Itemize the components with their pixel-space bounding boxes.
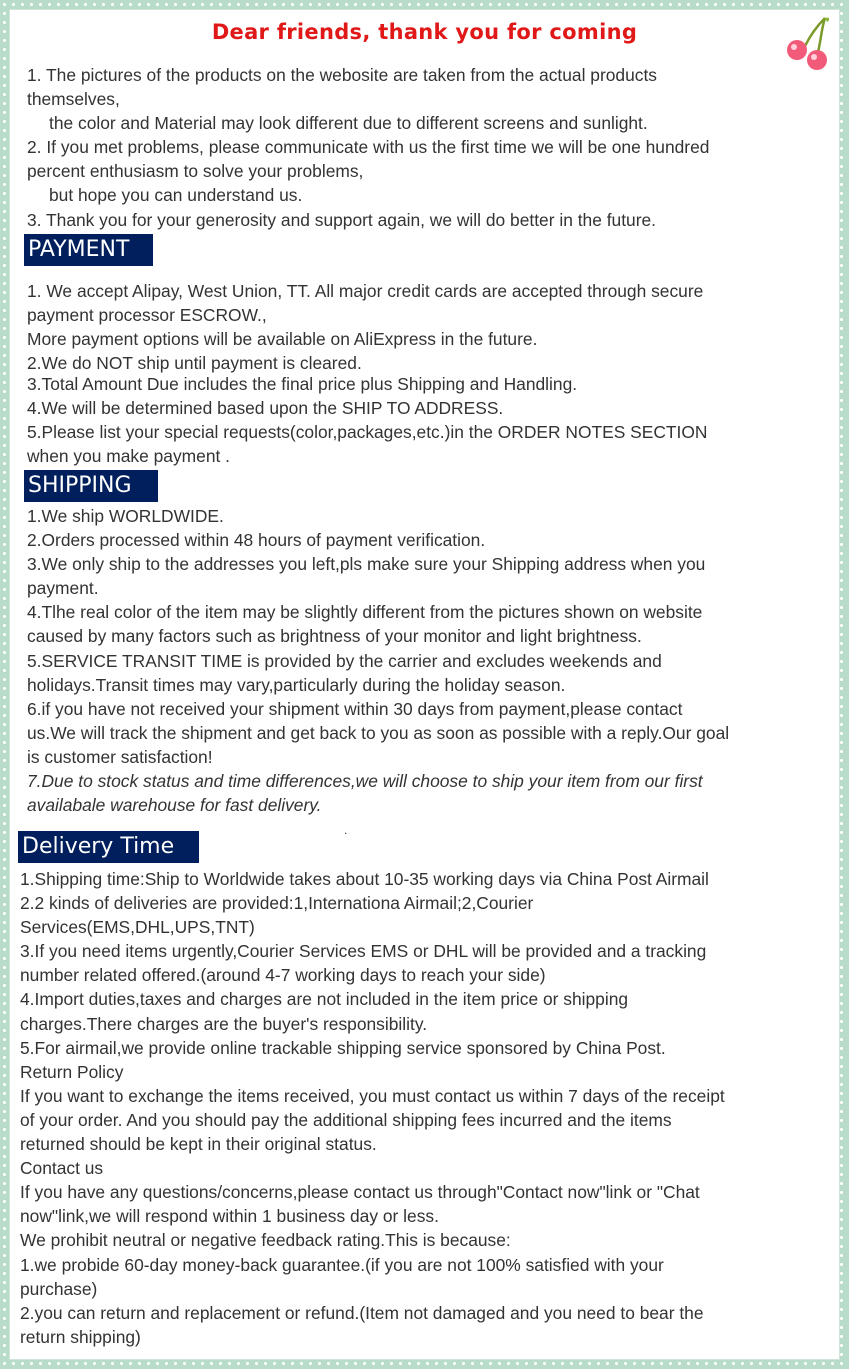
intro-line: 3. Thank you for your generosity and support again, we will do better in the future. xyxy=(27,209,657,230)
shipping-line: 5.SERVICE TRANSIT TIME is provided by the carrier and excludes weekends and xyxy=(27,650,662,671)
shipping-line: us.We will track the shipment and get back to you as soon as possible with a reply.Our goal xyxy=(27,722,730,743)
payment-section-b xyxy=(27,372,707,468)
delivery-line: 2.2 kinds of deliveries are provided:1,Internationa Airmail;2,Courier xyxy=(20,893,534,914)
delivery-line: return shipping) xyxy=(20,1326,141,1347)
delivery-line: If you have any questions/concerns,please contact us through"Contact now"link or "Chat xyxy=(20,1182,700,1203)
shipping-line: caused by many factors such as brightness of your monitor and light brightness. xyxy=(27,626,642,647)
intro-section xyxy=(27,63,709,232)
shipping-line: 3.We only ship to the addresses you left,pls make sure your Shipping address when you xyxy=(27,554,706,575)
delivery-line: of your order. And you should pay the additional shipping fees incurred and the items xyxy=(20,1109,672,1130)
delivery-line: 4.Import duties,taxes and charges are not included in the item price or shipping xyxy=(20,989,629,1010)
payment-line: 4.We will be determined based upon the SHIP TO ADDRESS. xyxy=(27,398,504,419)
page-title: Dear friends, thank you for coming xyxy=(211,20,638,44)
delivery-line: 1.Shipping time:Ship to Worldwide takes about 10-35 working days via China Post Airmail xyxy=(20,869,709,889)
shipping-line: 2.Orders processed within 48 hours of payment verification. xyxy=(27,530,486,551)
delivery-line: We prohibit neutral or negative feedback rating.This is because: xyxy=(20,1230,511,1251)
cherry-icon xyxy=(773,12,833,72)
delivery-line: purchase) xyxy=(20,1278,98,1299)
delivery-line: 1.we probide 60-day money-back guarantee.(if you are not 100% satisfied with your xyxy=(20,1254,664,1275)
delivery-line: 3.If you need items urgently,Courier Services EMS or DHL will be provided and a tracking xyxy=(20,941,707,962)
payment-line: 1. We accept Alipay, West Union, TT. All major credit cards are accepted through secure xyxy=(27,281,704,301)
shipping-line: 1.We ship WORLDWIDE. xyxy=(27,506,224,526)
shipping-line: 6.if you have not received your shipment within 30 days from payment,please contact xyxy=(27,698,683,719)
intro-line: 1. The pictures of the products on the webosite are taken from the actual products xyxy=(27,65,657,85)
delivery-line: 2.you can return and replacement or refund.(Item not damaged and you need to bear the xyxy=(20,1302,704,1323)
return-policy-heading: Return Policy xyxy=(20,1061,124,1082)
shipping-line: 4.Tlhe real color of the item may be slightly different from the pictures shown on website xyxy=(27,602,703,623)
delivery-line: returned should be kept in their original status. xyxy=(20,1134,377,1155)
delivery-line: 5.For airmail,we provide online trackable shipping service sponsored by China Post. xyxy=(20,1037,666,1058)
shipping-section xyxy=(27,504,729,817)
delivery-line: now"link,we will respond within 1 business day or less. xyxy=(20,1206,439,1227)
delivery-line: Services(EMS,DHL,UPS,TNT) xyxy=(20,917,255,938)
intro-line: the color and Material may look different due to different screens and sunlight. xyxy=(49,113,648,134)
delivery-section xyxy=(20,867,725,1349)
shipping-line-italic: 7.Due to stock status and time differences,we will choose to ship your item from our first xyxy=(27,771,703,792)
payment-line: when you make payment . xyxy=(27,446,230,467)
shipping-line-italic: availabale warehouse for fast delivery. xyxy=(27,795,322,816)
shipping-line: is customer satisfaction! xyxy=(27,746,213,767)
payment-section-a xyxy=(27,279,703,375)
stray-dot: . xyxy=(344,823,348,837)
payment-header: PAYMENT xyxy=(24,234,153,266)
payment-line: 2.We do NOT ship until payment is cleared. xyxy=(27,353,362,374)
intro-line: percent enthusiasm to solve your problems, xyxy=(27,161,364,182)
payment-line: More payment options will be available on AliExpress in the future. xyxy=(27,329,538,350)
delivery-line: If you want to exchange the items received, you must contact us within 7 days of the receipt xyxy=(20,1085,725,1106)
policy-card xyxy=(10,10,839,1359)
intro-line: 2. If you met problems, please communicate with us the first time we will be one hundred xyxy=(27,137,710,158)
delivery-line: number related offered.(around 4-7 working days to reach your side) xyxy=(20,965,546,986)
delivery-line: charges.There charges are the buyer's responsibility. xyxy=(20,1013,428,1034)
payment-line: payment processor ESCROW., xyxy=(27,305,267,326)
shipping-line: payment. xyxy=(27,578,99,599)
shipping-line: holidays.Transit times may vary,particularly during the holiday season. xyxy=(27,674,566,695)
intro-line: themselves, xyxy=(27,89,120,110)
shipping-header: SHIPPING xyxy=(24,470,158,502)
payment-line: 3.Total Amount Due includes the final price plus Shipping and Handling. xyxy=(27,374,578,394)
intro-line: but hope you can understand us. xyxy=(49,185,303,206)
contact-us-heading: Contact us xyxy=(20,1158,104,1179)
payment-line: 5.Please list your special requests(color,packages,etc.)in the ORDER NOTES SECTION xyxy=(27,422,708,443)
delivery-header: Delivery Time xyxy=(18,831,199,863)
